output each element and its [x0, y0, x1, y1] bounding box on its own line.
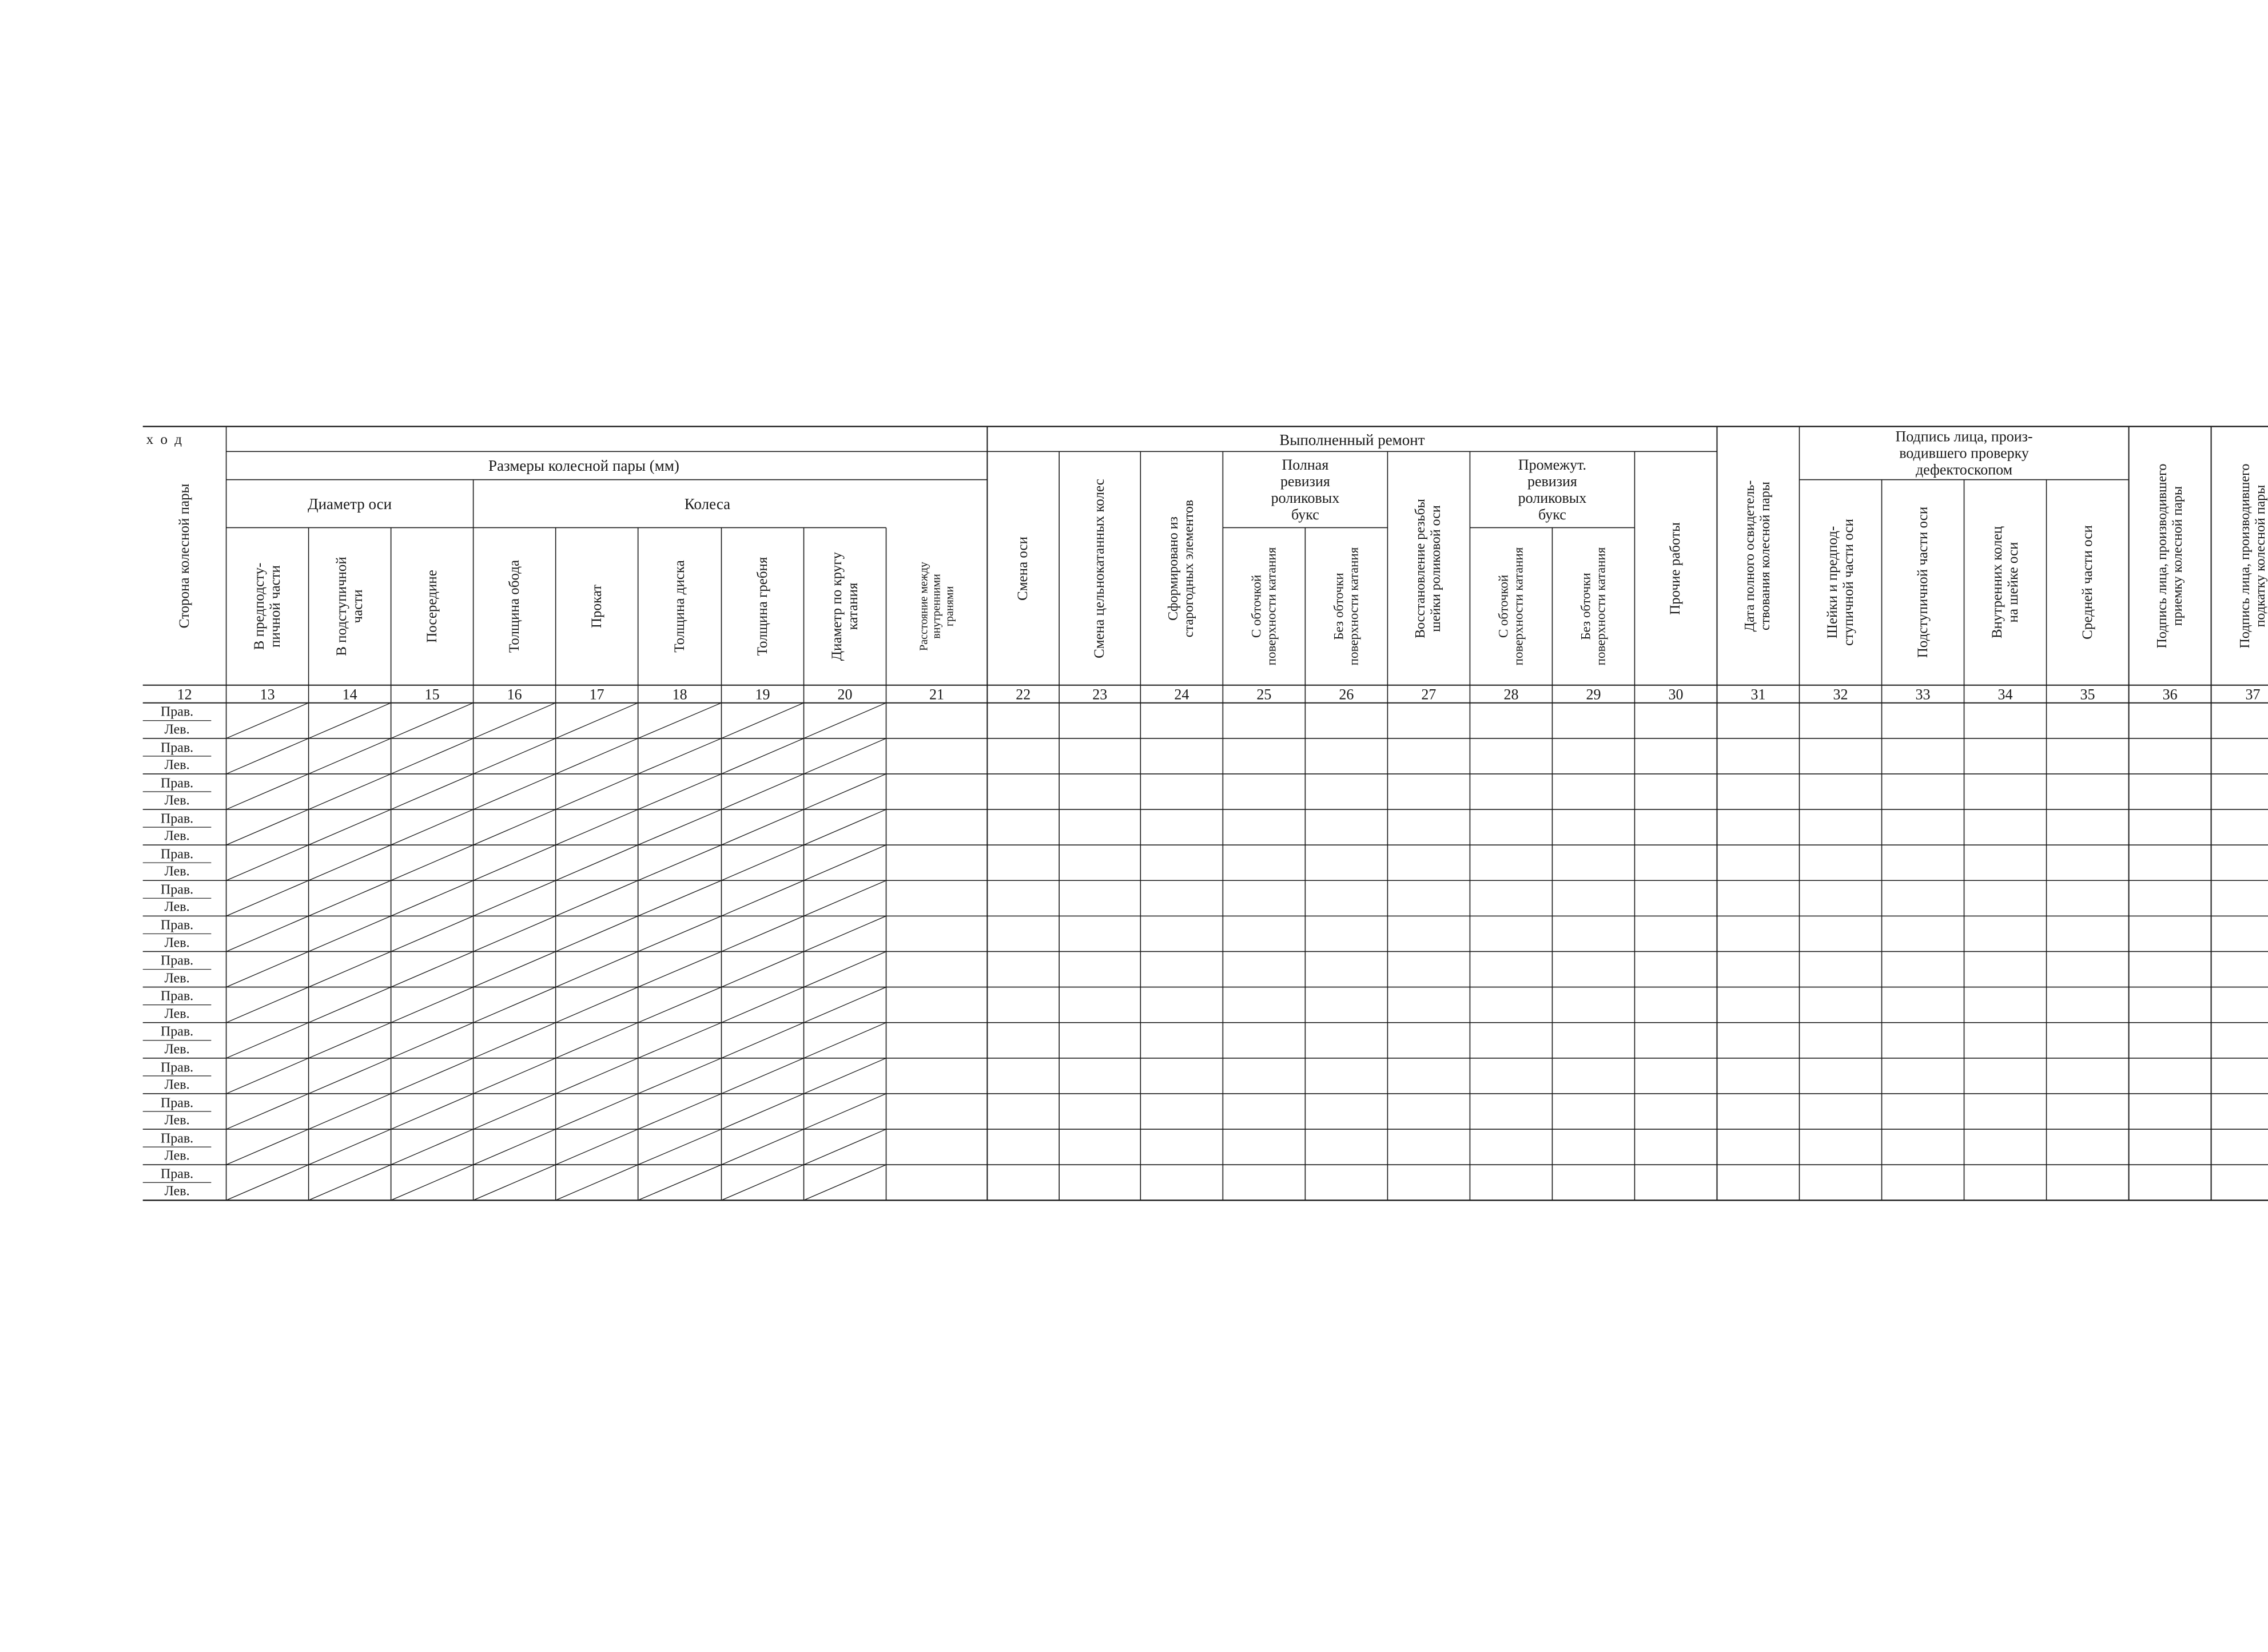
hatch-mark	[804, 987, 886, 1023]
hatch-mark	[391, 809, 474, 845]
column-header-35: Средней части оси	[2079, 525, 2095, 640]
partial-title: х о д	[146, 432, 184, 448]
hatch-mark	[638, 1058, 722, 1094]
side-label-left: Лев.	[164, 1184, 190, 1199]
column-header-27: Восстановление резьбы шейки роликовой оси	[1413, 498, 1444, 638]
hatch-mark	[638, 987, 722, 1023]
column-number-37: 37	[2245, 686, 2261, 703]
hatch-mark	[556, 987, 638, 1023]
hatch-mark	[309, 774, 391, 809]
hatch-mark	[226, 1094, 309, 1129]
hatch-mark	[804, 1023, 886, 1058]
column-header-12: Сторона колесной пары	[176, 483, 192, 629]
column-number-17: 17	[589, 686, 604, 703]
hatch-mark	[638, 703, 722, 738]
hatch-mark	[804, 809, 886, 845]
hatch-mark	[804, 1165, 886, 1200]
column-header-32: Шейки и предпод- ступичной части оси	[1824, 519, 1856, 646]
column-number-14: 14	[342, 686, 357, 703]
hatch-mark	[722, 916, 804, 951]
column-number-23: 23	[1092, 686, 1108, 703]
hatch-mark	[474, 774, 556, 809]
hatch-mark	[474, 703, 556, 738]
hatch-mark	[226, 916, 309, 951]
hatch-mark	[804, 738, 886, 774]
hatch-mark	[722, 1058, 804, 1094]
column-header-14: В подступичной части	[333, 557, 365, 656]
column-number-18: 18	[672, 686, 687, 703]
hatch-mark	[638, 916, 722, 951]
hatch-mark	[556, 1023, 638, 1058]
side-label-left: Лев.	[164, 1077, 190, 1093]
column-number-35: 35	[2080, 686, 2095, 703]
hatch-mark	[226, 703, 309, 738]
hatch-mark	[474, 951, 556, 987]
hatch-mark	[722, 880, 804, 916]
hatch-mark	[226, 880, 309, 916]
side-label-right: Прав.	[160, 953, 194, 968]
hatch-mark	[391, 1129, 474, 1165]
hatch-mark	[474, 738, 556, 774]
hatch-mark	[226, 1023, 309, 1058]
hatch-mark	[226, 1058, 309, 1094]
side-label-right: Прав.	[160, 811, 194, 827]
hatch-mark	[556, 809, 638, 845]
column-number-21: 21	[929, 686, 944, 703]
column-header-24: Сформировано из старогодных элементов	[1166, 499, 1197, 637]
column-number-32: 32	[1833, 686, 1848, 703]
hatch-mark	[474, 1023, 556, 1058]
hatch-mark	[391, 774, 474, 809]
column-header-20: Диаметр по кругу катания	[829, 552, 861, 661]
column-number-31: 31	[1750, 686, 1766, 703]
hatch-mark	[722, 845, 804, 880]
hatch-mark	[391, 703, 474, 738]
column-number-16: 16	[507, 686, 522, 703]
side-label-right: Прав.	[160, 1166, 194, 1182]
column-number-36: 36	[2162, 686, 2178, 703]
hatch-mark	[391, 1058, 474, 1094]
hatch-mark	[556, 738, 638, 774]
hatch-mark	[804, 880, 886, 916]
hatch-mark	[722, 1023, 804, 1058]
hatch-mark	[556, 1058, 638, 1094]
side-label-left: Лев.	[164, 935, 190, 951]
side-label-left: Лев.	[164, 1042, 190, 1057]
side-label-right: Прав.	[160, 1095, 194, 1111]
hatch-mark	[309, 987, 391, 1023]
column-header-18: Толщина диска	[671, 560, 687, 653]
hatch-mark	[556, 774, 638, 809]
hatch-mark	[556, 1165, 638, 1200]
sizes-group-header: Размеры колесной пары (мм)	[488, 456, 679, 474]
hatch-mark	[391, 951, 474, 987]
hatch-mark	[722, 951, 804, 987]
column-number-15: 15	[424, 686, 440, 703]
column-number-22: 22	[1016, 686, 1031, 703]
column-header-21: Расстояние между внутренними гранями	[917, 562, 956, 651]
side-label-right: Прав.	[160, 918, 194, 933]
hatch-mark	[722, 703, 804, 738]
column-header-37: Подпись лица, производившего подкатку колесной пары	[2237, 463, 2268, 649]
side-label-right: Прав.	[160, 882, 194, 898]
hatch-mark	[474, 1094, 556, 1129]
hatch-mark	[309, 916, 391, 951]
hatch-mark	[722, 1094, 804, 1129]
hatch-mark	[638, 738, 722, 774]
hatch-mark	[391, 880, 474, 916]
axle-diameter-header: Диаметр оси	[308, 495, 392, 513]
side-label-left: Лев.	[164, 828, 190, 844]
column-number-25: 25	[1256, 686, 1272, 703]
intermediate-revision-header: Промежут. ревизия роликовых букс	[1518, 456, 1587, 523]
hatch-mark	[226, 1129, 309, 1165]
column-header-13: В предподсту- пичной части	[251, 562, 283, 650]
side-label-right: Прав.	[160, 1060, 194, 1075]
hatch-mark	[638, 880, 722, 916]
hatch-mark	[556, 703, 638, 738]
side-label-left: Лев.	[164, 722, 190, 737]
column-header-23: Смена цельнокатанных колес	[1092, 478, 1108, 658]
hatch-mark	[556, 951, 638, 987]
hatch-mark	[804, 951, 886, 987]
hatch-mark	[391, 738, 474, 774]
column-header-30: Прочие работы	[1668, 522, 1684, 615]
hatch-mark	[722, 987, 804, 1023]
column-header-16: Толщина обода	[506, 559, 522, 653]
hatch-mark	[638, 1023, 722, 1058]
hatch-mark	[309, 703, 391, 738]
hatch-mark	[474, 845, 556, 880]
hatch-mark	[474, 916, 556, 951]
hatch-mark	[309, 1094, 391, 1129]
hatch-mark	[722, 1165, 804, 1200]
column-header-15: Посередине	[424, 570, 440, 643]
hatch-mark	[391, 1094, 474, 1129]
hatch-mark	[474, 1129, 556, 1165]
hatch-mark	[474, 987, 556, 1023]
hatch-mark	[226, 809, 309, 845]
hatch-mark	[226, 774, 309, 809]
hatch-mark	[804, 916, 886, 951]
hatch-mark	[309, 1023, 391, 1058]
column-number-19: 19	[755, 686, 770, 703]
column-header-17: Прокат	[588, 584, 604, 629]
hatch-mark	[309, 1129, 391, 1165]
column-header-31: Дата полного освидетель- ствования колесной пары	[1742, 480, 1773, 632]
column-header-29: Без обточки поверхности катания	[1578, 547, 1608, 666]
column-number-27: 27	[1421, 686, 1437, 703]
hatch-mark	[474, 1058, 556, 1094]
hatch-mark	[722, 809, 804, 845]
hatch-mark	[556, 880, 638, 916]
hatch-mark	[226, 987, 309, 1023]
side-label-right: Прав.	[160, 847, 194, 862]
hatch-mark	[804, 703, 886, 738]
column-number-33: 33	[1915, 686, 1931, 703]
hatch-mark	[556, 916, 638, 951]
hatch-mark	[226, 951, 309, 987]
hatch-mark	[391, 987, 474, 1023]
hatch-mark	[309, 809, 391, 845]
hatch-mark	[309, 1058, 391, 1094]
hatch-mark	[804, 845, 886, 880]
column-number-20: 20	[837, 686, 853, 703]
side-label-left: Лев.	[164, 1148, 190, 1163]
hatch-mark	[804, 1058, 886, 1094]
hatch-mark	[638, 951, 722, 987]
side-label-left: Лев.	[164, 971, 190, 986]
repair-group-header: Выполненный ремонт	[1279, 431, 1425, 449]
hatch-mark	[391, 1023, 474, 1058]
column-number-12: 12	[177, 686, 192, 703]
hatch-mark	[556, 1129, 638, 1165]
hatch-mark	[804, 1129, 886, 1165]
hatch-mark	[309, 1165, 391, 1200]
hatch-mark	[474, 880, 556, 916]
hatch-mark	[309, 738, 391, 774]
hatch-mark	[638, 845, 722, 880]
hatch-mark	[556, 845, 638, 880]
column-number-34: 34	[1998, 686, 2013, 703]
side-label-right: Прав.	[160, 776, 194, 791]
column-number-26: 26	[1339, 686, 1354, 703]
hatch-mark	[391, 916, 474, 951]
side-label-left: Лев.	[164, 793, 190, 808]
column-number-29: 29	[1586, 686, 1601, 703]
hatch-mark	[391, 845, 474, 880]
side-label-left: Лев.	[164, 1113, 190, 1128]
side-label-right: Прав.	[160, 1024, 194, 1040]
hatch-mark	[638, 774, 722, 809]
hatch-mark	[804, 1094, 886, 1129]
side-label-left: Лев.	[164, 1006, 190, 1022]
hatch-mark	[804, 774, 886, 809]
side-label-left: Лев.	[164, 864, 190, 879]
hatch-mark	[638, 809, 722, 845]
side-label-right: Прав.	[160, 1131, 194, 1146]
hatch-mark	[226, 845, 309, 880]
hatch-mark	[722, 1129, 804, 1165]
column-header-28: С обточкой поверхности катания	[1496, 547, 1526, 666]
side-label-right: Прав.	[160, 740, 194, 756]
hatch-mark	[309, 845, 391, 880]
hatch-mark	[638, 1094, 722, 1129]
full-revision-header: Полная ревизия роликовых букс	[1271, 456, 1340, 523]
column-number-13: 13	[260, 686, 275, 703]
column-header-36: Подпись лица, производившего приемку колесной пары	[2154, 463, 2185, 649]
hatch-mark	[226, 738, 309, 774]
column-header-33: Подступичной части оси	[1915, 506, 1931, 658]
side-label-left: Лев.	[164, 900, 190, 915]
column-header-25: С обточкой поверхности катания	[1249, 547, 1279, 666]
wheels-header: Колеса	[684, 495, 731, 513]
side-label-right: Прав.	[160, 705, 194, 720]
column-number-28: 28	[1503, 686, 1519, 703]
column-number-30: 30	[1668, 686, 1684, 703]
column-header-26: Без обточки поверхности катания	[1331, 547, 1361, 666]
column-header-22: Смена оси	[1015, 536, 1031, 601]
hatch-mark	[309, 951, 391, 987]
hatch-mark	[722, 774, 804, 809]
hatch-mark	[638, 1165, 722, 1200]
hatch-mark	[722, 738, 804, 774]
flaw-signature-header: Подпись лица, произ- водившего проверку дефектоскопом	[1895, 428, 2033, 478]
column-header-19: Толщина гребня	[754, 557, 770, 656]
column-header-34: Внутренних колец на шейке оси	[1989, 526, 2021, 639]
side-label-right: Прав.	[160, 988, 194, 1004]
hatch-mark	[638, 1129, 722, 1165]
hatch-mark	[556, 1094, 638, 1129]
hatch-mark	[391, 1165, 474, 1200]
hatch-mark	[474, 809, 556, 845]
hatch-mark	[309, 880, 391, 916]
hatch-mark	[474, 1165, 556, 1200]
hatch-mark	[226, 1165, 309, 1200]
side-label-left: Лев.	[164, 757, 190, 773]
column-number-24: 24	[1174, 686, 1189, 703]
